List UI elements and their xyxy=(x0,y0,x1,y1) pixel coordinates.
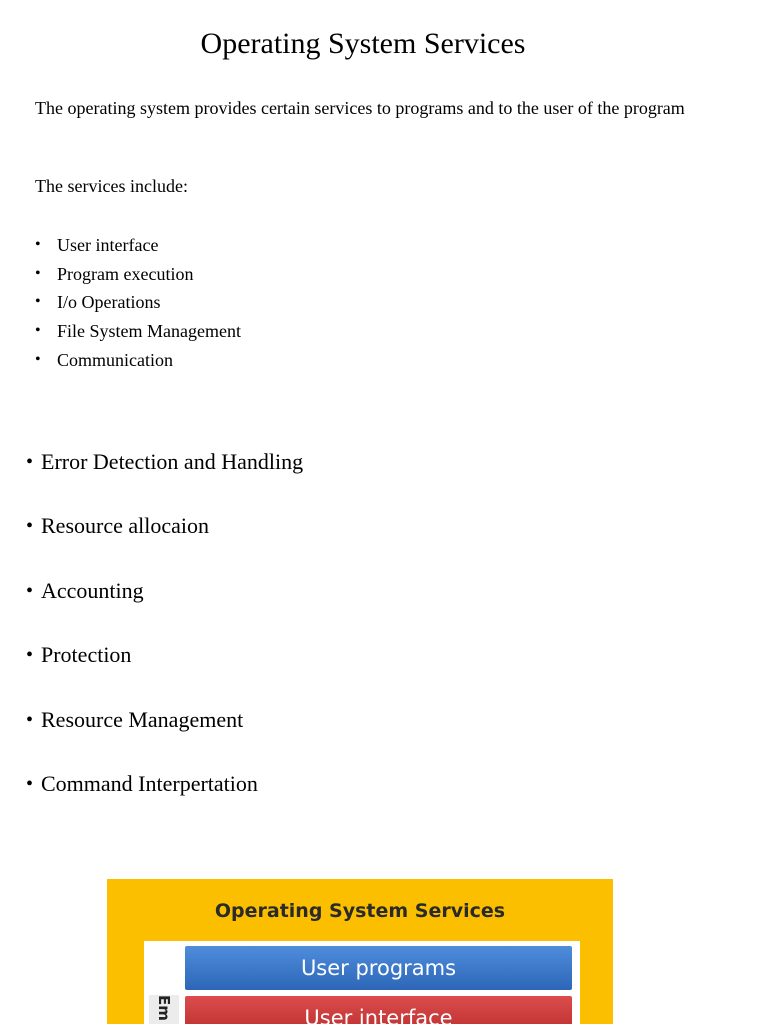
list-item xyxy=(35,319,241,348)
user-programs-bar: User programs xyxy=(185,946,572,990)
page-title: Operating System Services xyxy=(200,27,526,60)
list-item-label: Accounting xyxy=(41,577,144,603)
bullet-icon: • xyxy=(26,708,34,731)
list-item-label: Error Detection and Handling xyxy=(41,449,304,474)
bullet-icon: • xyxy=(35,264,41,282)
list-item xyxy=(35,290,241,319)
list-item xyxy=(35,348,241,377)
bullet-icon: • xyxy=(35,293,41,311)
list-item xyxy=(26,770,303,834)
more-services-list xyxy=(26,448,303,834)
list-item-label: Program execution xyxy=(57,263,194,284)
list-item xyxy=(26,706,303,770)
list-item xyxy=(35,262,241,291)
list-item-label: I/o Operations xyxy=(57,292,161,313)
bullet-icon: • xyxy=(35,350,41,368)
bullet-icon: • xyxy=(26,451,34,473)
list-item-label: Protection xyxy=(41,642,132,668)
list-item xyxy=(26,448,303,512)
list-item-label: User interface xyxy=(57,235,159,255)
bullet-icon: • xyxy=(26,579,34,602)
list-item-label: Command Interpertation xyxy=(41,770,258,796)
bullet-icon: • xyxy=(35,322,41,340)
services-lead: The services include: xyxy=(35,176,188,196)
list-item xyxy=(35,233,241,262)
side-label: Em xyxy=(149,995,179,1024)
list-item-label: Resource Management xyxy=(41,706,244,732)
os-services-figure xyxy=(107,879,613,1024)
list-item-label: Resource allocaion xyxy=(41,513,209,539)
bullet-icon: • xyxy=(26,772,34,795)
list-item-label: Communication xyxy=(57,349,173,370)
bullet-icon: • xyxy=(26,644,34,667)
list-item xyxy=(26,577,303,641)
user-interface-bar: User interface xyxy=(185,996,572,1024)
figure-title: Operating System Services xyxy=(214,900,506,922)
figure-panel xyxy=(144,941,580,1024)
list-item xyxy=(26,641,303,705)
services-list xyxy=(35,233,241,376)
intro-paragraph: The operating system provides certain services to programs and to the user of the program xyxy=(35,98,685,118)
list-item-label: File System Management xyxy=(57,321,241,342)
bullet-icon: • xyxy=(35,236,41,253)
bullet-icon: • xyxy=(26,515,34,538)
list-item xyxy=(26,512,303,576)
